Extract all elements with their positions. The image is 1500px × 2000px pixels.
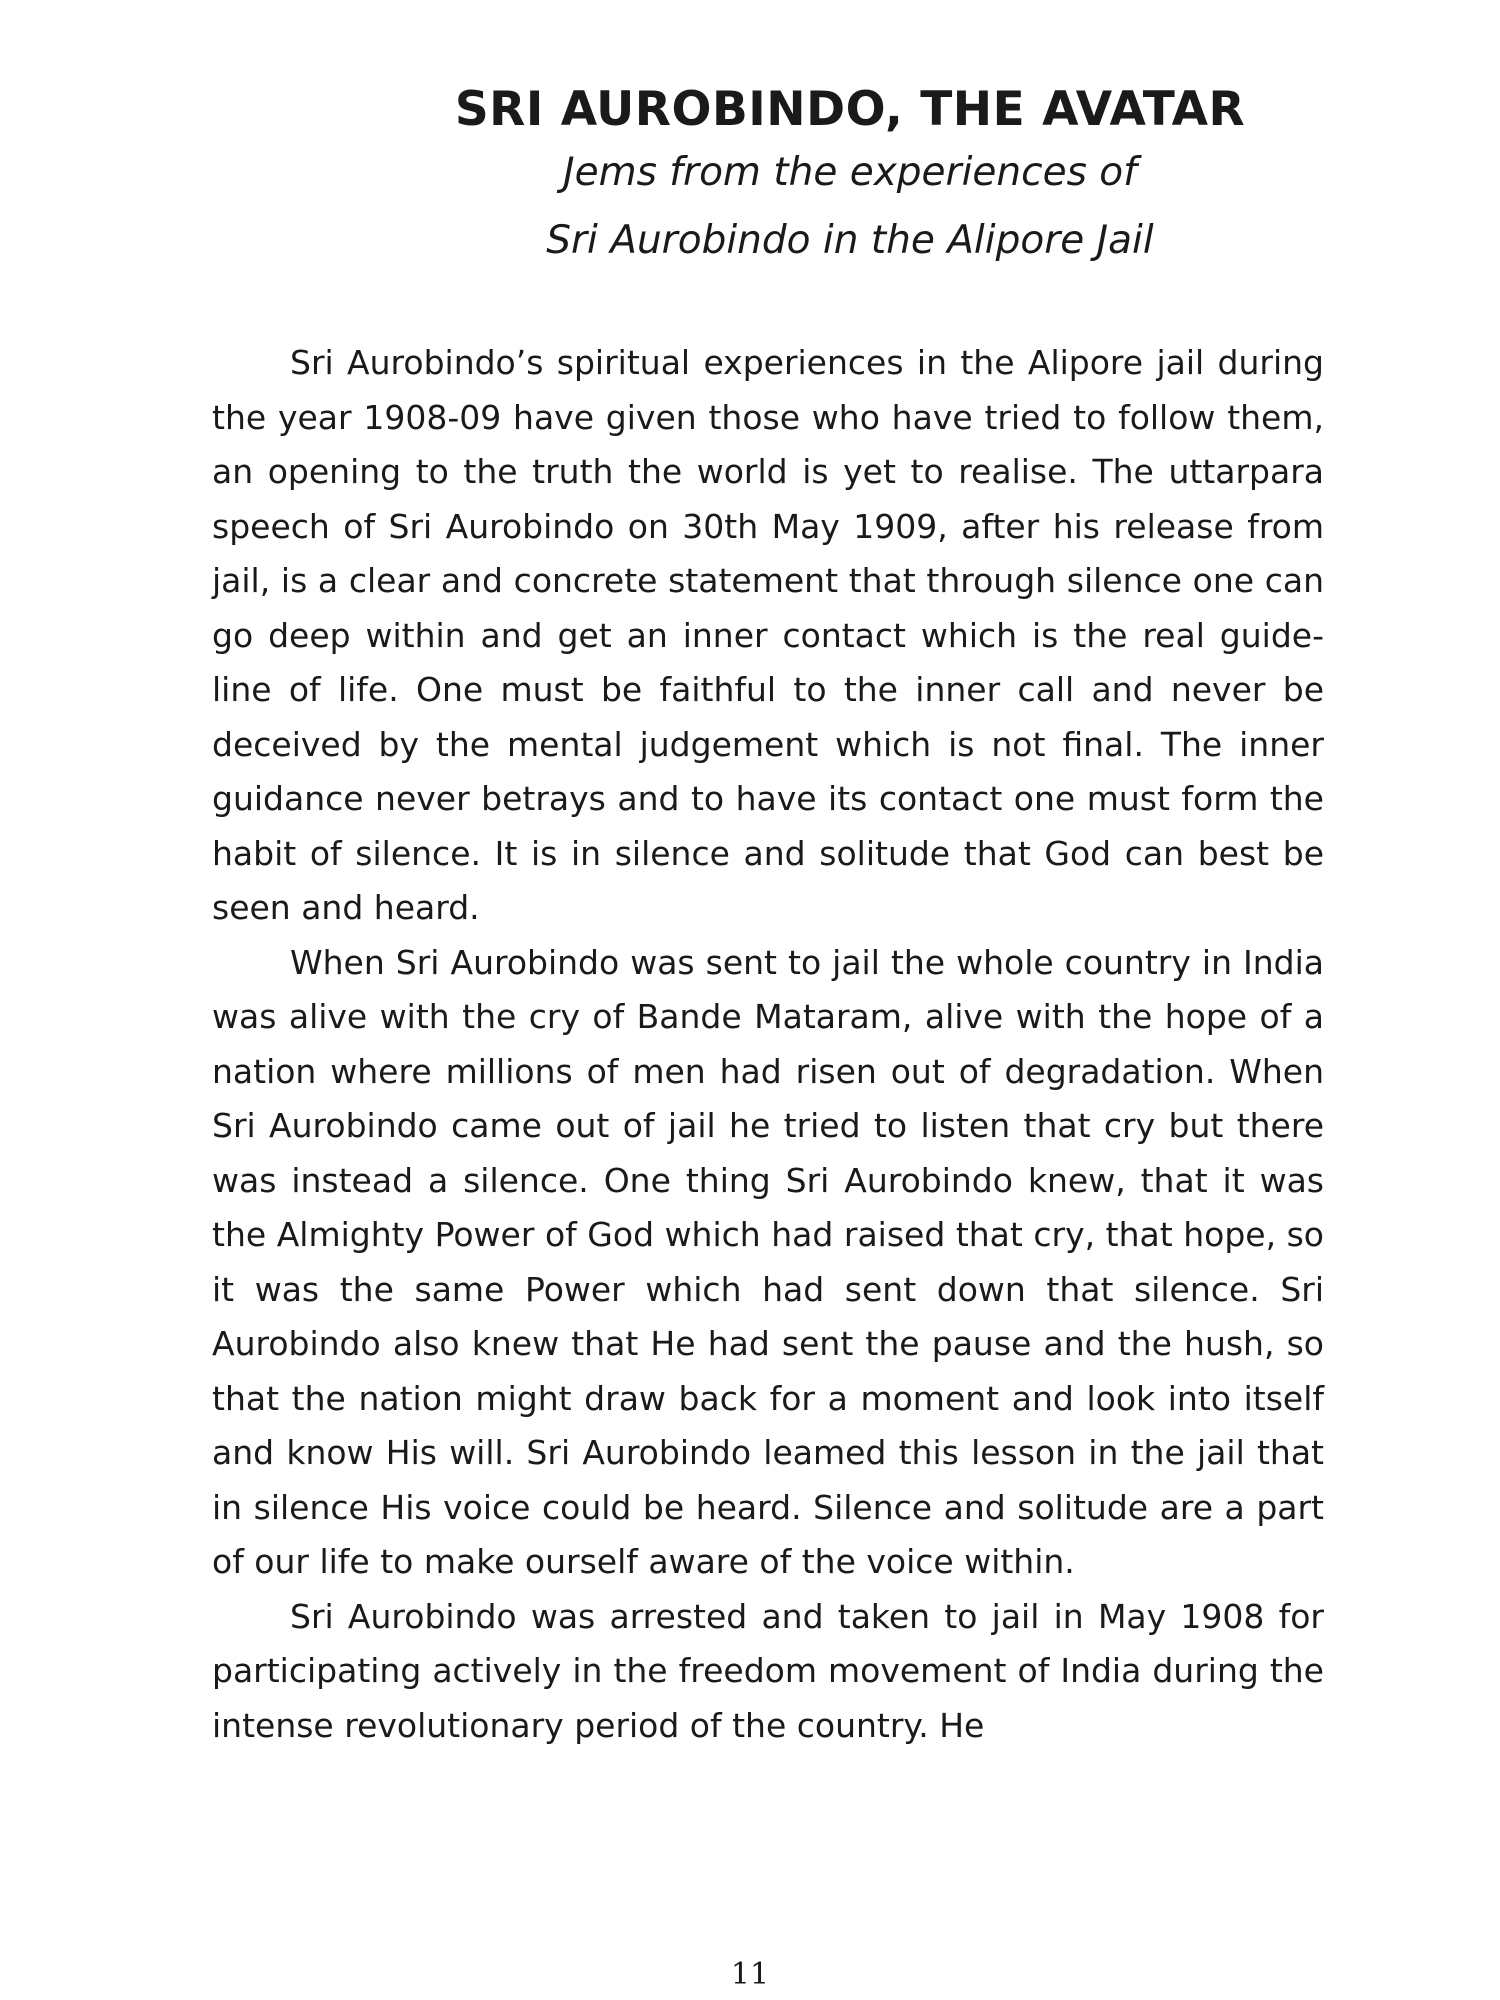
body-text [212,336,1324,1753]
paragraph-1: Sri Aurobindo’s spiritual experiences in the Alipore jail during the year 1908-09 have given those who have tried to follow them, an opening to the truth the world is yet to realise. The uttarpara speech of Sri Aurobindo on 30th May 1909, after his release from jail, is a clear and concrete statement that through silence one can go deep within and get an inner contact which is the real guide-line of life. One must be faithful to the inner call and never be deceived by the mental judgement which is not final. The inner guidance never betrays and to have its contact one must form the habit of silence. It is in silence and solitude that God can best be seen and heard. [212,343,1324,927]
paragraph-3: Sri Aurobindo was arrested and taken to jail in May 1908 for participating actively in the freedom movement of India during the intense revolutionary period of the country. He [212,1596,1324,1745]
page-number: 11 [730,1957,770,1992]
page-title: SRI AUROBINDO, THE AVATAR [454,82,1246,137]
paragraph-2: When Sri Aurobindo was sent to jail the whole country in India was alive with the cry of Bande Mataram, alive with the hope of a nation where millions of men had risen out of degradation. When Sri Aurobindo came out of jail he tried to listen that cry but there was instead a silence. One thing Sri Aurobindo knew, that it was the Almighty Power of God which had raised that cry, that hope, so it was the same Power which had sent down that silence. Sri Aurobindo also knew that He had sent the pause and the hush, so that the nation might draw back for a moment and look into itself and know His will. Sri Aurobindo leamed this lesson in the jail that in silence His voice could be heard. Silence and solitude are a part of our life to make ourself aware of the voice within. [212,942,1324,1581]
subtitle-line-2: Sri Aurobindo in the Alipore Jail [546,218,1154,263]
subtitle-line-1: Jems from the experiences of [563,150,1137,195]
